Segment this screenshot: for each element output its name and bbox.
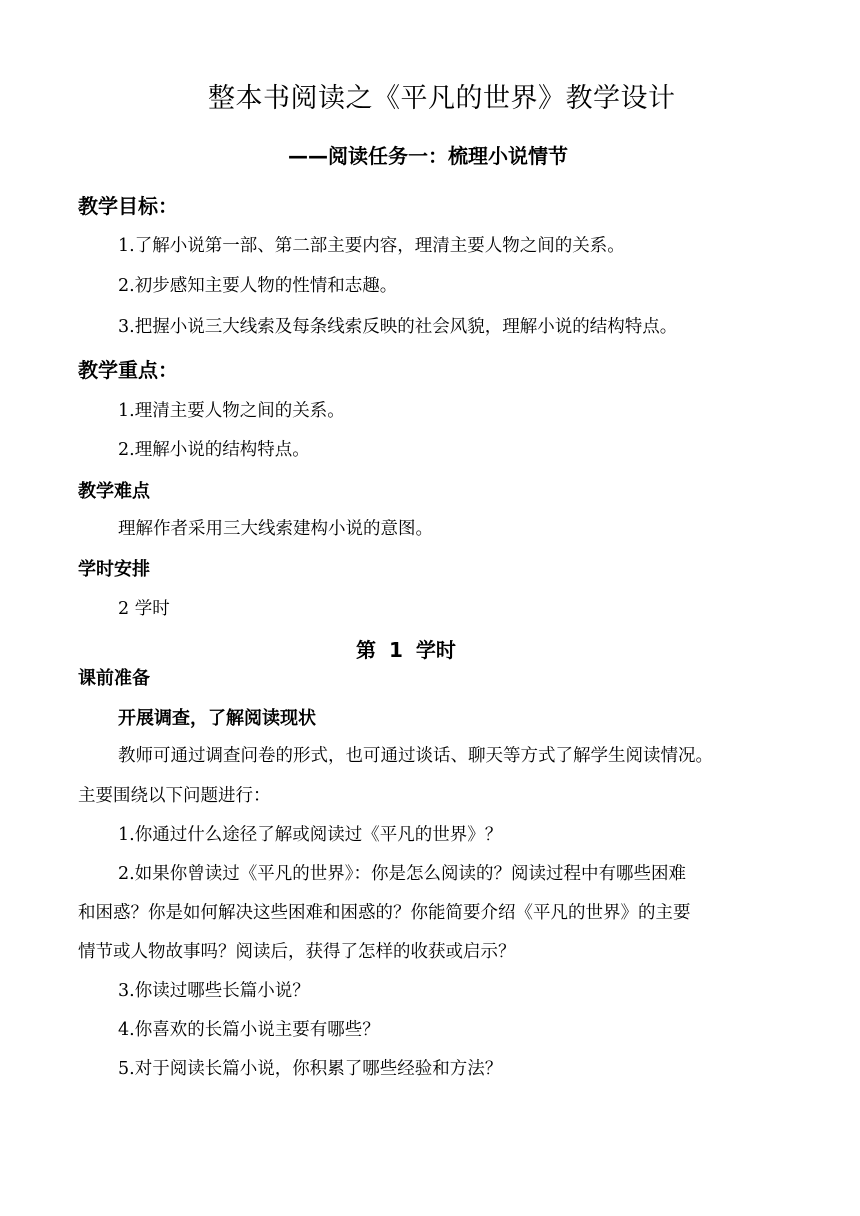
difficulty-heading: 教学难点 [78, 481, 150, 502]
question-item: 1.你通过什么途径了解或阅读过《平凡的世界》？ [118, 825, 503, 845]
period-title: 第 1 学时 [356, 638, 456, 662]
key-points-heading: 教学重点： [78, 358, 178, 382]
schedule-text: 2 学时 [118, 599, 170, 619]
question-item: 5.对于阅读长篇小说，你积累了哪些经验和方法？ [118, 1059, 503, 1079]
question-item: 2.如果你曾读过《平凡的世界》：你是怎么阅读的？阅读过程中有哪些困难 [118, 864, 686, 884]
objective-item: 1.了解小说第一部、第二部主要内容，理清主要人物之间的关系。 [118, 236, 625, 256]
preparation-intro: 教师可通过调查问卷的形式，也可通过谈话、聊天等方式了解学生阅读情况。 [118, 746, 713, 766]
schedule-heading: 学时安排 [78, 559, 150, 580]
key-point-item: 1.理清主要人物之间的关系。 [118, 401, 345, 421]
question-item: 和困惑？你是如何解决这些困难和困惑的？你能简要介绍《平凡的世界》的主要 [78, 903, 691, 923]
objective-item: 2.初步感知主要人物的性情和志趣。 [118, 276, 398, 296]
difficulty-text: 理解作者采用三大线索建构小说的意图。 [118, 519, 433, 539]
preparation-intro: 主要围绕以下问题进行： [78, 786, 271, 806]
question-item: 4.你喜欢的长篇小说主要有哪些？ [118, 1020, 380, 1040]
document-title: 整本书阅读之《平凡的世界》教学设计 [208, 83, 676, 114]
preparation-heading: 课前准备 [78, 668, 150, 689]
preparation-subheading: 开展调查，了解阅读现状 [118, 708, 316, 729]
key-point-item: 2.理解小说的结构特点。 [118, 440, 310, 460]
question-item: 3.你读过哪些长篇小说？ [118, 981, 310, 1001]
document-subtitle: ——阅读任务一：梳理小说情节 [288, 144, 568, 168]
objective-item: 3.把握小说三大线索及每条线索反映的社会风貌，理解小说的结构特点。 [118, 317, 678, 337]
question-item: 情节或人物故事吗？阅读后，获得了怎样的收获或启示？ [78, 942, 516, 962]
objectives-heading: 教学目标： [78, 194, 178, 218]
